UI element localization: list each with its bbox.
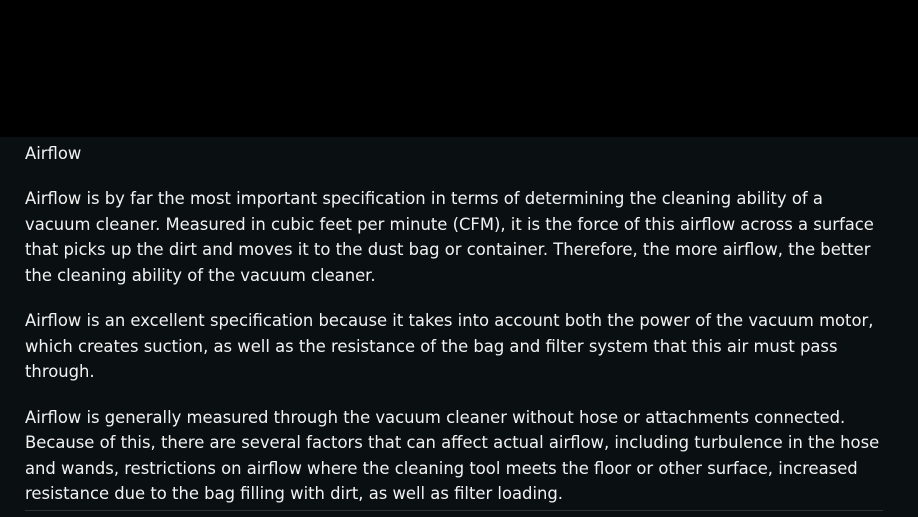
bottom-divider [25,510,883,511]
paragraph-3: Airflow is generally measured through the vacuum cleaner without hose or attachments connected. Because of this, there are several factors that can affect actual airflow, including turbulence in the hose and wands, restrictions on airflow where the cleaning tool meets the floor or other surface, increased resistance due to the bag filling with dirt, as well as filter loading. [25,407,880,503]
section-heading: Airflow [25,144,82,163]
paragraph-2: Airflow is an excellent specification because it takes into account both the power of the vacuum motor, which creates suction, as well as the resistance of the bag and filter system that this air must pass through. [25,311,874,381]
article-content [25,141,893,507]
paragraph-1: Airflow is by far the most important specification in terms of determining the cleaning ability of a vacuum cleaner. Measured in cubic feet per minute (CFM), it is the force of this airflow across a surface that picks up the dirt and moves it to the dust bag or container. Therefore, the more airflow, the better the cleaning ability of the vacuum cleaner. [25,189,874,285]
top-black-band [0,0,918,137]
